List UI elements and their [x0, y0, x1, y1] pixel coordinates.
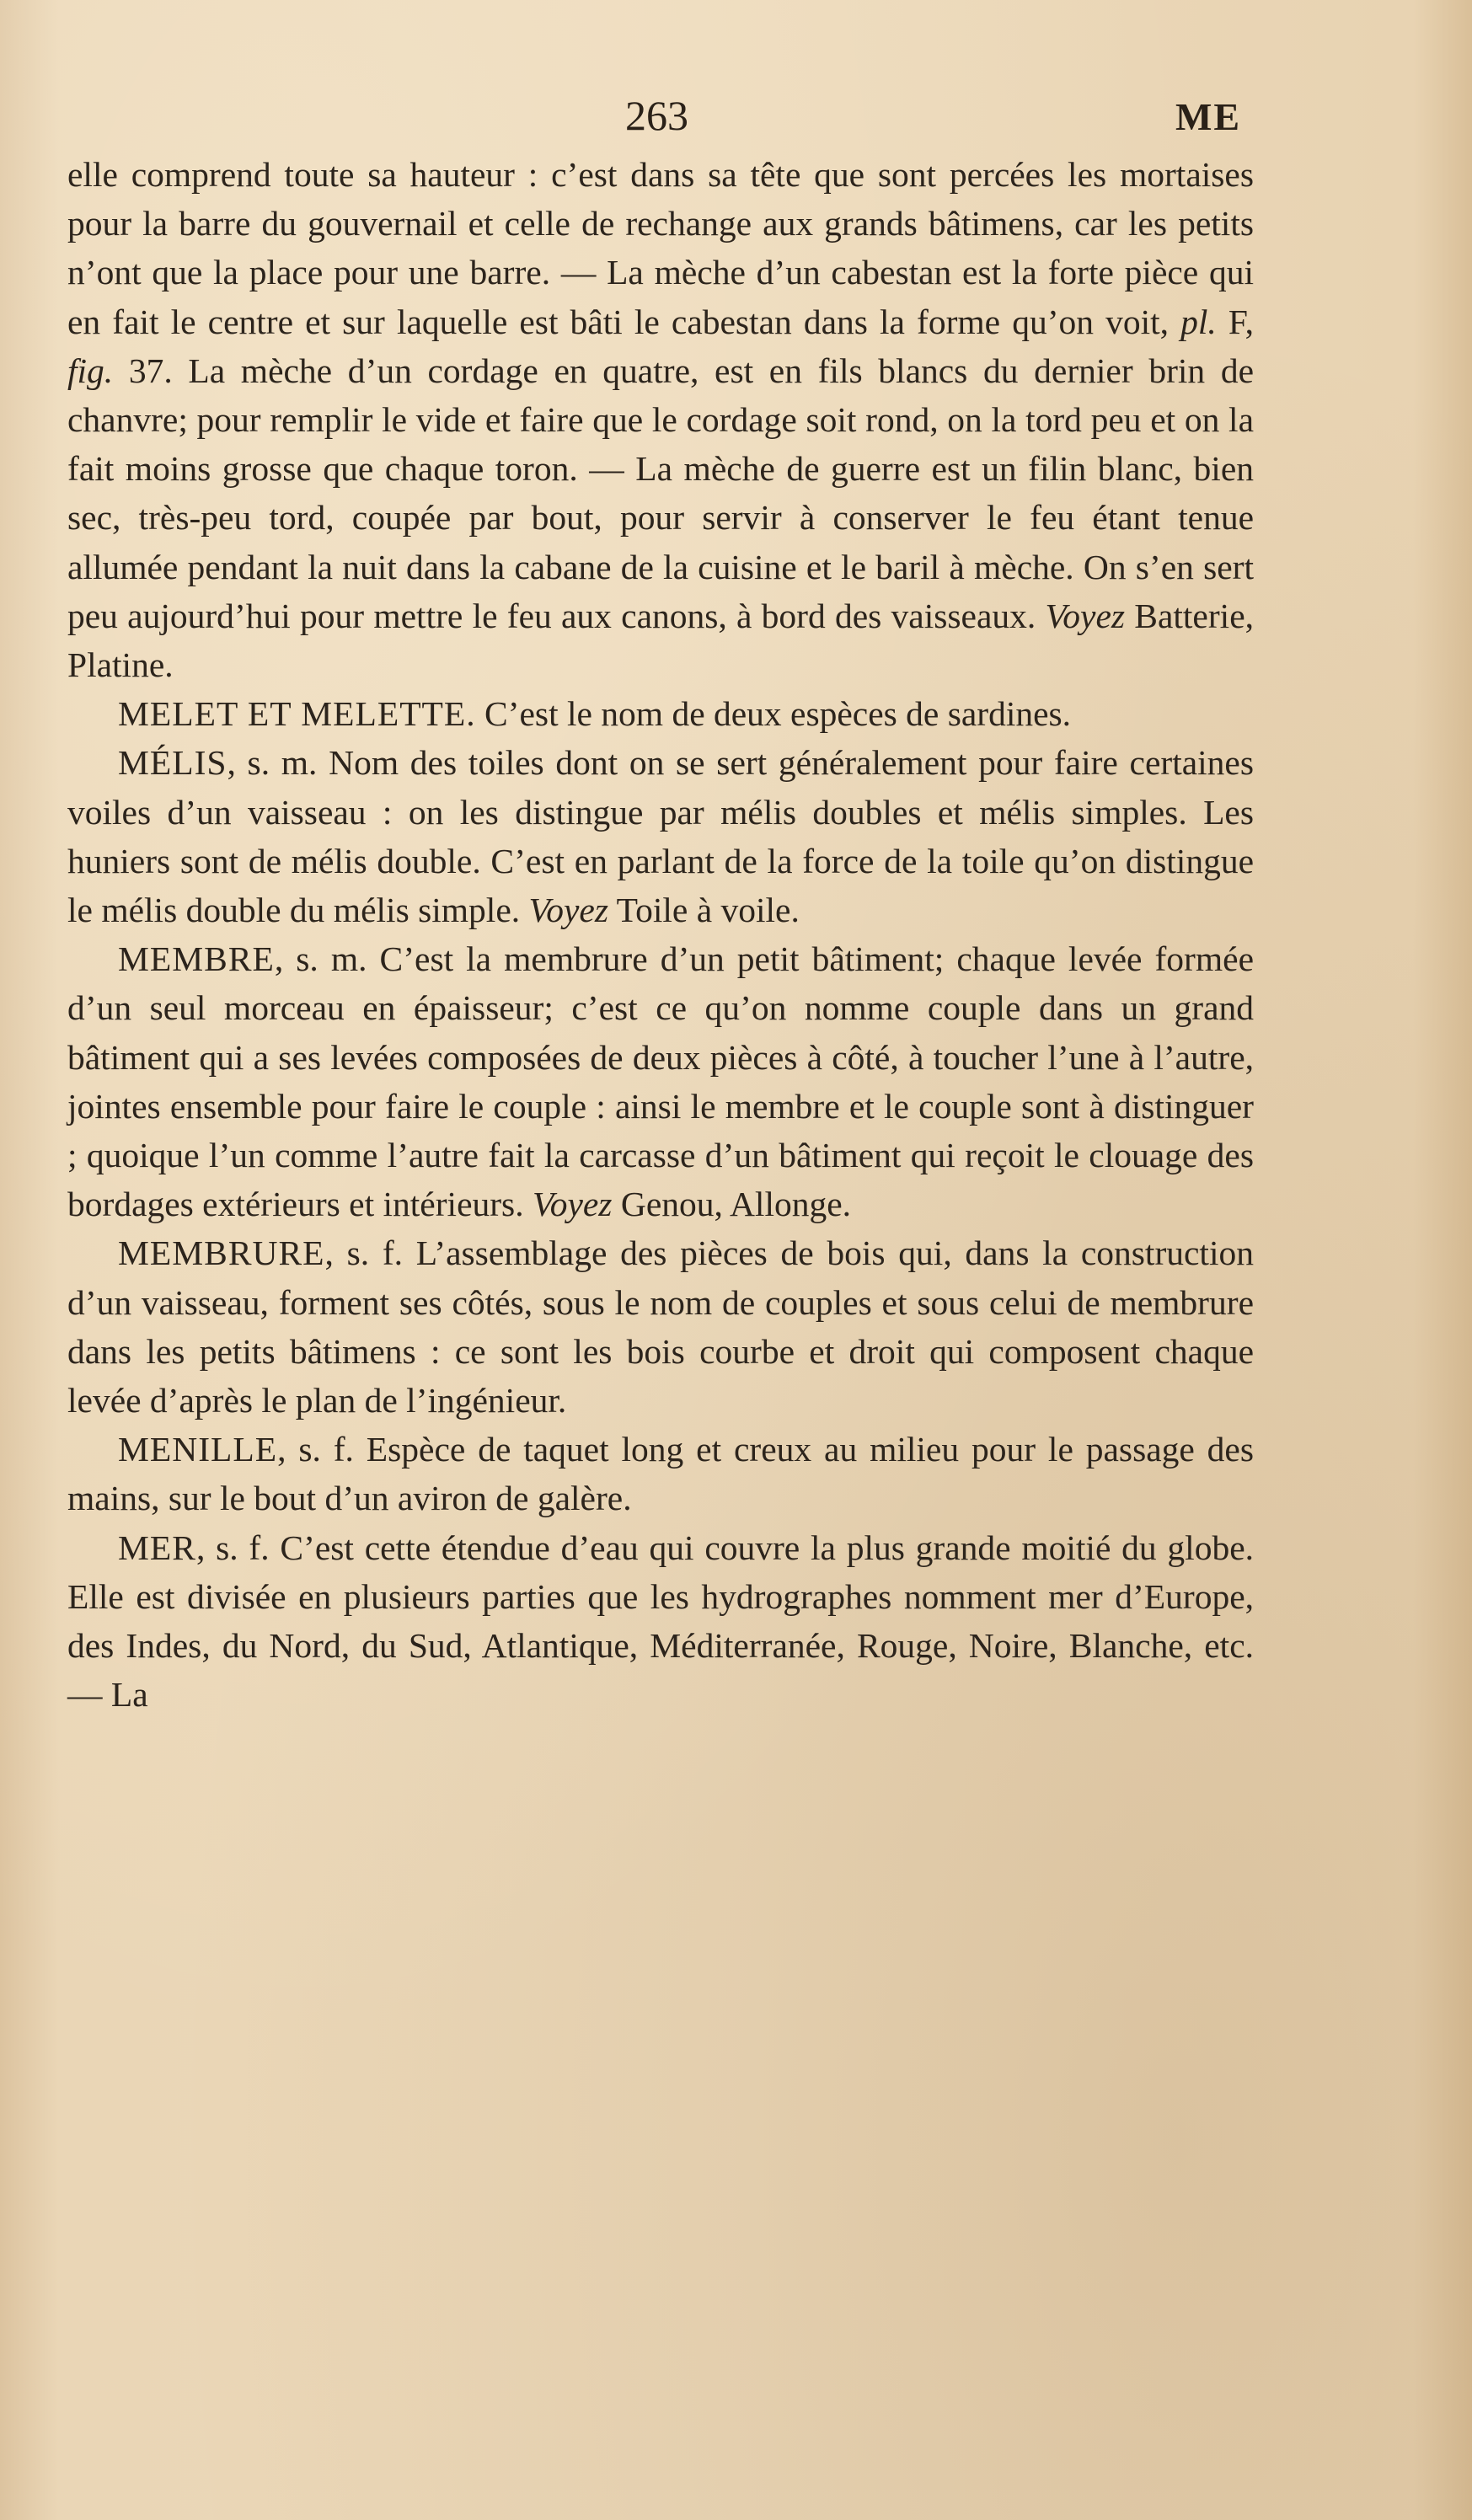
entry-menille	[67, 1425, 1254, 1522]
running-head-word: ME	[1175, 95, 1242, 138]
headword: MÉLIS	[118, 743, 227, 783]
voyez-ref: Voyez	[528, 891, 609, 930]
entry-melis	[67, 738, 1254, 934]
entry-text: Toile à voile.	[608, 891, 800, 930]
entry-text: , s. f. C’est cette étendue d’eau qui couvre la plus grande moitié du globe. Elle est divisée en plusieurs parties que les hydrographes nomment mer d’Europe, des Indes, du Nord, du Sud, Atlantique, Méditerranée, Rouge, Noire, Blanche, etc. — La	[67, 1528, 1254, 1715]
entry-meche-continuation	[67, 150, 1254, 689]
voyez-ref: Voyez	[1045, 596, 1126, 635]
entry-text: F,	[1216, 302, 1254, 341]
headword: MEMBRURE	[118, 1233, 325, 1273]
headword: MENILLE	[118, 1430, 278, 1469]
entry-text: , s. m. C’est la membrure d’un petit bâtiment; chaque levée formée d’un seul morceau en épaisseur; c’est ce qu’on nomme couple dans un grand bâtiment qui a ses levées composées de deux pièces à côté, à toucher l’une à l’autre, jointes ensemble pour faire le couple : ainsi le membre et le couple sont à distinguer ; quoique l’un comme l’autre fait la carcasse d’un bâtiment qui reçoit le clouage des bordages extérieurs et intérieurs.	[67, 939, 1254, 1224]
entry-membre	[67, 934, 1254, 1228]
entry-text: 37. La mèche d’un cordage en quatre, est en fils blancs du dernier brin de chanvre; pour remplir le vide et faire que le cordage soit rond, on la tord peu et on la fait moins grosse que chaque toron. — La mèche de guerre est un filin blanc, bien sec, très-peu tord, coupée par bout, pour servir à conserver le feu étant tenue allumée pendant la nuit dans la cabane de la cuisine et le baril à mèche. On s’en sert peu aujourd’hui pour mettre le feu aux canons, à bord des vaisseaux.	[67, 350, 1254, 635]
voyez-ref: Voyez	[532, 1185, 613, 1224]
entry-text: , s. m. Nom des toiles dont on se sert généralement pour faire certaines voiles d’un vaisseau : on les distingue par mélis doubles et mélis simples. Les huniers sont de mélis double. C’est en parlant de la force de la toile qu’on distingue le mélis double du mélis simple.	[67, 743, 1254, 930]
entry-melet	[67, 689, 1254, 738]
headword: MEMBRE	[118, 939, 275, 979]
entry-text: Genou, Allonge.	[612, 1185, 852, 1224]
entry-mer	[67, 1523, 1254, 1720]
headword: MELET ET MELETTE.	[118, 694, 476, 734]
plate-ref: pl.	[1180, 302, 1217, 341]
dictionary-text	[67, 150, 1254, 1720]
entry-membrure	[67, 1228, 1254, 1425]
entry-text: C’est le nom de deux espèces de sardines.	[475, 694, 1072, 734]
page-number: 263	[625, 92, 688, 139]
headword: MER	[118, 1528, 196, 1567]
entry-text: elle comprend toute sa hauteur : c’est dans sa tête que sont percées les mortaises pour la barre du gouvernail et celle de rechange aux grands bâtimens, car les petits n’ont que la place pour une barre. — La mèche d’un cabestan est la forte pièce qui en fait le centre et sur laquelle est bâti le cabestan dans la forme qu’on voit,	[67, 155, 1254, 341]
entry-text: , s. f. Espèce de taquet long et creux au milieu pour le passage des mains, sur le bout d’un aviron de galère.	[67, 1430, 1254, 1518]
entry-text: , s. f. L’assemblage des pièces de bois qui, dans la construction d’un vaisseau, forment ses côtés, sous le nom de couples et sous celui de membrure dans les petits bâtimens : ce sont les bois courbe et droit qui composent chaque levée d’après le plan de l’ingénieur.	[67, 1233, 1254, 1421]
entry-text: Batterie, Platine.	[67, 596, 1254, 685]
figure-ref: fig.	[67, 350, 114, 390]
running-head	[0, 91, 1472, 150]
